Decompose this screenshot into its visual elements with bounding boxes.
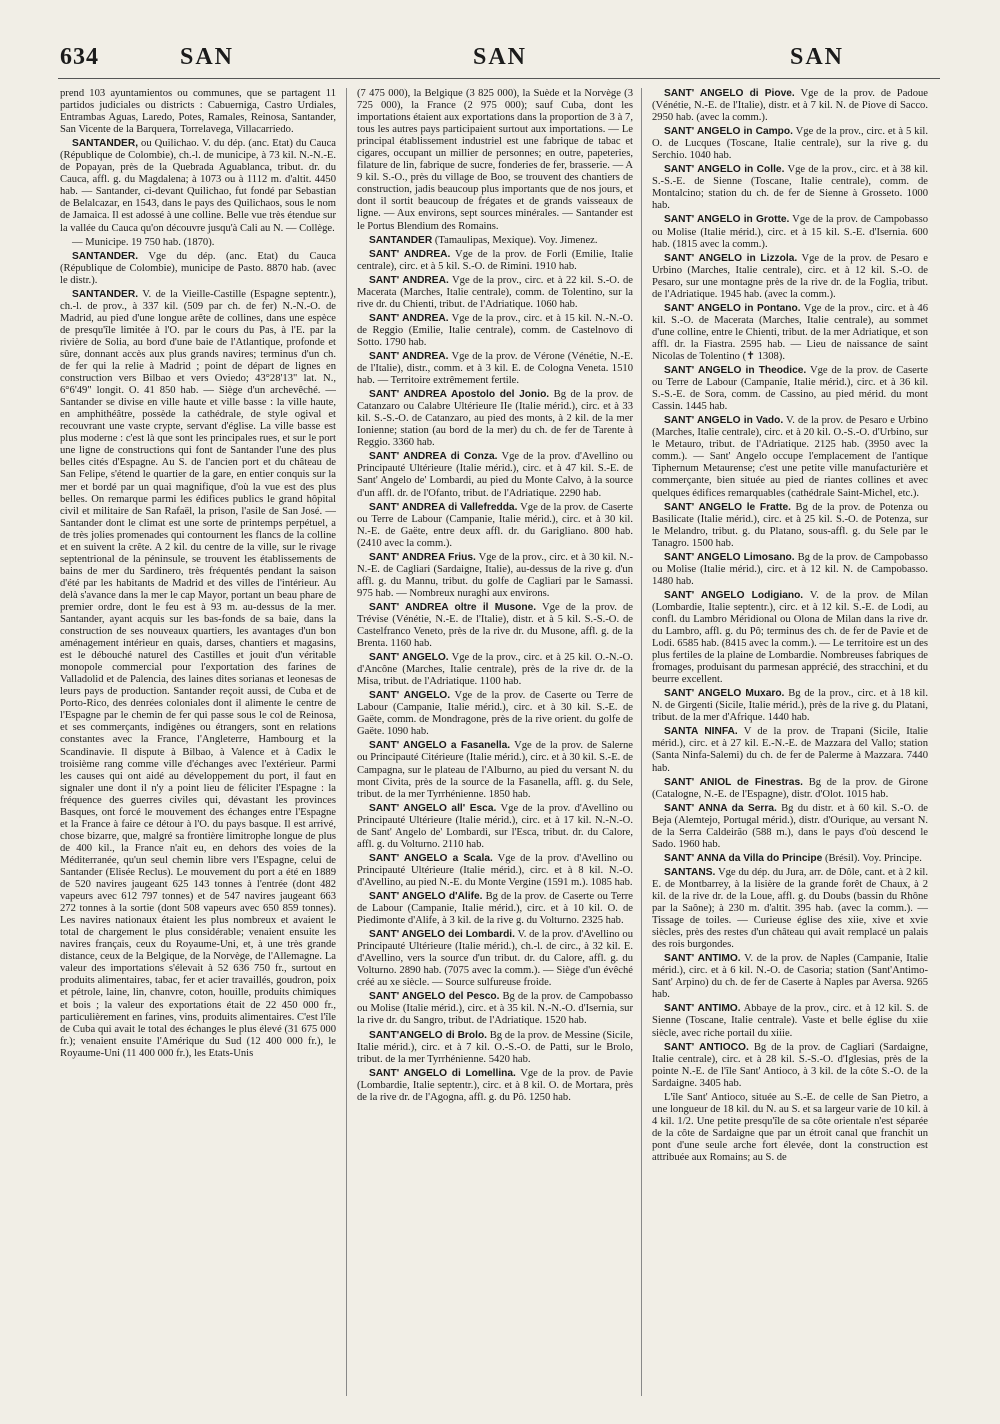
entry-headword: SANT' ANDREA Apostolo del Jonio. [369, 389, 550, 401]
dictionary-entry [357, 502, 633, 550]
dictionary-entry [357, 451, 633, 499]
entry-headword: SANT' ANGELO a Scala. [369, 852, 493, 864]
entry-headword: SANT' ANGELO in Theodice. [664, 365, 807, 377]
entry-headword: SANT' ANGELO in Lizzola. [664, 252, 798, 264]
entry-text: Vge de la prov. de Caserte ou Terre de Labour (Campanie, Italie mérid.), circ. et à 30 kil. N.-E. de Gaëte, entre deux affl. dr. du Garigliano. 800 hab. (2410 avec la comm.). [357, 501, 633, 549]
entry-text: Vge de la prov. de Pavie (Lombardie, Italie septentr.), circ. et à 8 kil. O. de Mortara, près de la rive dr. de l'Agogna, affl. g. du Pô. 1250 hab. [357, 1067, 633, 1103]
entry-text: — Municipe. 19 750 hab. (1870). [72, 236, 215, 248]
entry-headword: SANT' ANDREA. [369, 350, 449, 362]
dictionary-entry [652, 1092, 928, 1164]
entry-text: Bg de la prov. de Campobasso ou Molise (Italie mérid.), circ. et à 12 kil. N. de Campobasso. 1480 hab. [652, 551, 928, 587]
entry-text: Bg de la prov. de Cagliari (Sardaigne, Italie centrale), circ. et à 28 kil. S.-S.-O. d'Iglesias, près de la pointe N.-E. de l'île Sant' Antioco, à 3 kil. de la côte S.-O. de la Sardaigne. 3405 hab. [652, 1041, 928, 1089]
dictionary-entry [652, 126, 928, 162]
entry-headword: SANT' ANGELO in Grotte. [664, 214, 790, 226]
entry-headword: SANT' ANGELO in Pontano. [664, 302, 801, 314]
entry-text: Vge de la prov., circ. et à 15 kil. N.-N.-O. de Reggio (Emilie, Italie centrale), comm. de Castelnovo di Sotto. 1790 hab. [357, 312, 633, 348]
entry-text: Bg de la prov. de Messine (Sicile, Italie mérid.), circ. et à 7 kil. O.-S.-O. de Patti, sur le Brolo, tribut. de la mer Tyrrhénienne. 5420 hab. [357, 1029, 633, 1065]
dictionary-entry [652, 88, 928, 124]
entry-text: Vge de la prov., circ. et à 5 kil. O. de Lucques (Toscane, Italie centrale), sur la rive g. du Serchio. 1040 hab. [652, 126, 928, 162]
dictionary-entry [652, 164, 928, 212]
dictionary-entry [357, 891, 633, 927]
entry-headword: SANT' ANGELO a Fasanella. [369, 740, 511, 752]
entry-text: Vge de la prov. d'Avellino ou Principauté Ultérieure (Italie mérid.), circ. et à 17 kil. N.-N.-O. de Sant' Angelo de' Lombardi, sur l'Esca, tribut. dr. du Calore, affl. g. du Volturno. 2110 hab. [357, 802, 633, 850]
dictionary-entry [652, 552, 928, 588]
dictionary-entry [357, 552, 633, 600]
entry-headword: SANT' ANDREA Frius. [369, 551, 476, 563]
entry-text: Bg de la prov. de Girone (Catalogne, N.-E. de l'Espagne), distr. d'Olot. 1015 hab. [652, 776, 928, 800]
entry-headword: SANT' ANDREA di Vallefredda. [369, 501, 518, 513]
entry-text: Vge de la prov. d'Avellino ou Principauté Ultérieure (Italie mérid.), circ. et à 8 kil. N.-O. d'Avellino, au pied N.-E. du Monte Vergine (1591 m.). 1085 hab. [357, 852, 633, 888]
entry-text: V. de la prov. d'Avellino ou Principauté Ultérieure (Italie mérid.), ch.-l. de circ., à 32 kil. E. d'Avellino, vers la source d'un tribut. dr. du Calore, affl. g. du Volturno. 2890 hab. (7075 avec la comm.). — Siège d'un évêché créé au xe siècle. — Source sulfureuse froide. [357, 929, 633, 989]
dictionary-entry [357, 389, 633, 449]
dictionary-entry [60, 88, 336, 136]
entry-headword: SANT' ANNA da Villa do Principe [664, 852, 823, 864]
entry-headword: SANT' ANGELO Limosano. [664, 551, 795, 563]
dictionary-entry [60, 289, 336, 1060]
entry-headword: SANT' ANGELO d'Alife. [369, 891, 483, 902]
entry-text: Vge de la prov., circ. et à 38 kil. S.-S.-E. de Sienne (Toscane, Italie centrale), comm. de Montalcino; station du ch. de fer de Sienne à Grosseto. 1000 hab. [652, 164, 928, 212]
entry-headword: SANT' ANTIOCO. [664, 1041, 749, 1053]
dictionary-entry [652, 415, 928, 499]
entry-headword: SANT' ANGELO in Campo. [664, 126, 793, 138]
entry-text: Vge de la prov. de Pesaro e Urbino (Marches, Italie centrale), circ. et à 12 kil. S.-O. de Pesaro, sur une montagne près de la rive dr. de la Foglia, tribut. de l'Adriatique. 1945 hab. (avec la comm.). [652, 252, 928, 300]
entry-headword: SANT' ANGELO Muxaro. [664, 688, 785, 700]
entry-headword: SANT' ANTIMO. [664, 1003, 741, 1015]
entry-headword: SANTANDER [369, 234, 433, 246]
entry-text: Vge de la prov. de Caserte ou Terre de Labour (Campanie, Italie mérid.), circ. et à 36 kil. S.-S.-E. de Sora, comm. de Cassino, au pied mérid. du mont Cassin. 1445 hab. [652, 365, 928, 413]
entry-headword: SANT' ANTIMO. [664, 953, 741, 965]
dictionary-entry [357, 690, 633, 738]
entry-headword: SANT' ANGELO di Piove. [664, 88, 795, 99]
running-head-right: SAN [790, 44, 845, 70]
entry-headword: SANT' ANGELO dei Lombardi. [369, 929, 515, 941]
dictionary-entry [652, 303, 928, 363]
entry-headword: SANT' ANDREA oltre il Musone. [369, 601, 537, 613]
entry-headword: SANTANDER, [72, 138, 139, 150]
dictionary-entry [652, 853, 928, 865]
entry-text: Vge de la prov., circ. et à 22 kil. S.-O. de Macerata (Marches, Italie centrale), comm. de Tolentino, sur la rive dr. du Chienti, tribut. de l'Adriatique. 1060 hab. [357, 274, 633, 310]
text-column-right [652, 88, 928, 1400]
entry-text: V. de la Vieille-Castille (Espagne septentr.), ch.-l. de prov., à 337 kil. (509 par ch. de fer) N.-N.-O. de Madrid, au pied d'une longue arête de collines, dans une espèce de presqu'île limitée à l'O. par le cours du Pas, à l'E. par la rivière de Solia, au bord d'une baie de l'Atlantique, profonde et sûre, donnant accès aux plus grands navires; terminus d'un ch. de fer qui la relie à Madrid ; point de départ de lignes en construction vers Bilbao et vers Oviedo; 43°28'13" lat. N., 6°6'49" longit. O. 41 850 hab. — Siège d'un archevêché. — Santander se divise en ville haute et ville basse : la ville haute, en amphithéâtre, possède la cathédrale, de style ogival et recouvrant une vaste crypte, servant d'église. La ville basse est plus moderne : c'est là que sont les principales rues, et sur le port une ligne de constructions qui font de Santander l'une des plus belles cités d'Espagne. Au S. de l'ancien port et du château de San Felipe, s'étend le quartier de la gare, en entier conquis sur la mer et bordé par un quai magnifique, d'où la vue est des plus belles. On remarque parmi les édifices publics le grand hôpital civil et militaire de San Rafaël, la prison, l'asile de San José. — Santander dont le climat est une sorte de printemps perpétuel, a de très jolies promenades qui contournent les flancs de la colline et en suivent la crête. A 2 kil. du centre de la ville, sur le rivage septentrional de la péninsule, se trouvent les établissements de bains de mer du Sardinero, très fréquentés pendant la saison d'été par les habitants de Madrid et des villes de l'intérieur. Au delà s'avance dans la mer le cap Mayor, portant un beau phare de premier ordre, dont le feu est à 93 m. au-dessus de la mer. Santander, ayant acquis sur les bas-fonds de sa baie, dans la construction de ses nouveaux quartiers, les avantages d'un bon aménagement intérieur en quais, darses, chantiers et magasins, est le débouché naturel des Castilles et jouit d'un véritable monopole commercial pour l'exportation des farines de Valladolid et de Palencia, des laines dites sorianas et leonesas de leurs pays de production. Santander reçoit aussi, de Cuba et de Porto-Rico, des denrées coloniales dont il alimente le centre de l'Espagne par le chemin de fer qui passe sous le col de Reinosa, et ses commerçants, indigènes ou étrangers, sont en relations constantes avec la France, l'Angleterre, Hambourg et la Scandinavie. Il dispute à Bilbao, à Valence et à Cadix le troisième rang comme ville d'échanges avec l'extérieur. Parmi les causes qui ont aidé au développement du port, il faut en signaler une dont il n'y a point lieu de féliciter l'Espagne : la fréquence des guerres civiles qui, dévastant les provinces Basques, ont forcé le mouvement des échanges entre l'Espagne et la France à faire ce détour à l'O. du pays basque. Il est arrivé, chose bizarre, que, malgré sa frontière limitrophe longue de plus de 400 kil., la France n'ait eu, en dehors des voies de la Méditerranée, qu'un seul chemin libre vers l'Espagne, celui de Santander (Elisée Reclus). Le mouvement du port a été en 1889 de 520 navires jaugeant 625 143 tonnes à l'entrée (dont 482 vapeurs avec 612 797 tonnes) et de 547 navires jaugeant 663 272 tonnes à la sortie (dont 508 vapeurs avec 650 859 tonnes). Les navires nationaux étaient les plus nombreux et avaient le total de chargement le plus considérable; venaient ensuite les navires français, ceux du Royaume-Uni, et, à une très grande distance, ceux de la Belgique, de la Norvège, de l'Allemagne. La valeur des importations s'élevait à 52 636 750 fr., surtout en produits alimentaires, tabac, fer et acier travaillés, goudron, poix et pétrole, laine, lin, chanvre, coton, houille, produits chimiques et bois ; la valeur des exportations était de 22 450 000 fr., particulièrement en farines, vins, produits alimentaires. C'est l'île de Cuba qui avait le total des échanges le plus élevé (31 675 000 fr.); venaient ensuite l'Amérique du Sud (12 400 000 fr.), le Royaume-Uni (11 400 000 fr.), les Etats-Unis [60, 288, 336, 1059]
dictionary-entry [652, 1003, 928, 1039]
entry-text: Vge de la prov., circ. et à 25 kil. O.-N.-O. d'Ancône (Marches, Italie centrale), près de la rive dr. de la Misa, tribut. de l'Adriatique. 1100 hab. [357, 652, 633, 688]
dictionary-entry [357, 313, 633, 349]
entry-text: Vge de la prov. d'Avellino ou Principauté Ultérieure (Italie mérid.), circ. et à 47 kil. S.-E. de Sant' Angelo de' Lombardi, au pied du Monte Calvo, à la source d'un affl. dr. de l'Ofanto, tribut. de l'Adriatique. 2290 hab. [357, 451, 633, 499]
dictionary-entry [60, 251, 336, 287]
entry-headword: SANT' ANGELO Lodigiano. [664, 589, 804, 601]
entry-text: Vge de la prov. de Trévise (Vénétie, N.-E. de l'Italie), distr. et à 5 kil. S.-S.-O. de Castelfranco Veneto, près de la rive dr. du Musone, affl. g. de la Brenta. 1160 hab. [357, 601, 633, 650]
running-head-center: SAN [473, 44, 528, 70]
entry-text: Bg de la prov. de Campobasso ou Molise (Italie mérid.), circ. et à 35 kil. N.-N.-O. d'Isernia, sur la rive dr. du Sangro, tribut. de l'Adriatique. 1520 hab. [357, 991, 633, 1027]
text-column-left [60, 88, 336, 1400]
entry-text: Bg du distr. et à 60 kil. S.-O. de Beja (Alemtejo, Portugal mérid.), distr. d'Ourique, au versant N. de la Serra Caldeirão (588 m.), dans le pays d'où descend le Sado. 1960 hab. [652, 802, 928, 850]
entry-text: V. de la prov. de Pesaro e Urbino (Marches, Italie centrale), circ. et à 20 kil. O.-S.-O. d'Urbino, sur le Metauro, tribut. de l'Adriatique. 2125 hab. (3950 avec la comm.). — Sant' Angelo occupe l'emplacement de l'antique Tiphernum Metaurense; c'est une petite ville manufacturière et commerçante, bien située au pied de riantes collines et avec quelques édifices remarquables (cathédrale Saint-Michel, etc.). [652, 415, 928, 499]
entry-text: prend 103 ayuntamientos ou communes, que se partagent 11 partidos judiciales ou districts : Cabuerniga, Castro Urdiales, Entrambas Aguas, Laredo, Potes, Ramales, Reinosa, Santander, San Vicente de la Barquera, Torrelavega, Villacarriedo. [60, 88, 336, 136]
entry-headword: SANT' ANGELO del Pesco. [369, 991, 500, 1003]
entry-text: Vge de la prov. de Caserte ou Terre de Labour (Campanie, Italie mérid.), circ. et à 30 kil. S.-E. de Gaëte, comm. de Mondragone, près de la rive orient. du golfe de Gaëte. 1090 hab. [357, 690, 633, 738]
entry-headword: SANTANDER. [72, 250, 139, 262]
entry-text: Vge de la prov. de Campobasso ou Molise (Italie mérid.), circ. et à 15 kil. S.-E. d'Isernia. 600 hab. (1815 avec la comm.). [652, 214, 928, 250]
entry-text: V. de la prov. de Naples (Campanie, Italie mérid.), circ. et à 6 kil. N.-O. de Casoria; station (Sant'Antimo-Sant' Arpino) du ch. de fer de Caserte à Naples par Aversa. 9265 hab. [652, 953, 928, 1001]
dictionary-entry [357, 740, 633, 800]
dictionary-entry [652, 253, 928, 301]
dictionary-entry [60, 138, 336, 234]
entry-text: (Brésil). Voy. Principe. [824, 852, 922, 864]
entry-headword: SANTANDER. [72, 288, 139, 300]
dictionary-entry [652, 365, 928, 413]
entry-headword: SANT' ANDREA di Conza. [369, 451, 498, 463]
dictionary-entry [357, 803, 633, 851]
entry-text: Bg de la prov. de Caserte ou Terre de Labour (Campanie, Italie mérid.), circ. et à 10 kil. O. de Piedimonte d'Alife, à 3 kil. de la rive g. du Volturno. 2325 hab. [357, 891, 633, 927]
text-column-middle [357, 88, 633, 1400]
running-head-left: SAN [180, 44, 235, 70]
dictionary-entry [652, 777, 928, 801]
column-divider [641, 88, 642, 1396]
dictionary-entry [652, 688, 928, 724]
dictionary-entry [652, 502, 928, 550]
entry-text: (Tamaulipas, Mexique). Voy. Jimenez. [434, 234, 598, 246]
entry-text: Vge de la prov., circ. et à 30 kil. N.-N.-E. de Cagliari (Sardaigne, Italie), au-dessus de la rive g. d'un affl. g. du Mannu, tribut. du golfe de Cagliari par le Samassi. 975 hab. — Nombreux nuraghi aux environs. [357, 551, 633, 599]
dictionary-entry [652, 590, 928, 686]
entry-text: Vge de la prov. de Padoue (Vénétie, N.-E. de l'Italie), distr. et à 7 kil. N. de Piove di Sacco. 2950 hab. (avec la comm.). [652, 88, 928, 124]
entry-headword: SANT' ANDREA. [369, 274, 449, 286]
entry-headword: SANT'ANGELO di Brolo. [369, 1029, 488, 1041]
dictionary-entry [652, 803, 928, 851]
dictionary-entry [652, 1042, 928, 1090]
column-divider [346, 88, 347, 1396]
entry-text: Vge de la prov. de Vérone (Vénétie, N.-E. de l'Italie), distr., comm. et à 3 kil. E. de Cologna Veneta. 1510 hab. — Territoire extrêmement fertile. [357, 350, 633, 387]
dictionary-entry [357, 652, 633, 688]
dictionary-entry [357, 235, 633, 247]
dictionary-entry [357, 1030, 633, 1066]
entry-headword: SANT' ANGELO in Colle. [664, 164, 785, 176]
entry-text: Vge du dép. du Jura, arr. de Dôle, cant. et à 2 kil. E. de Montbarrey, à la lisière de la grande forêt de Chaux, à 2 kil. de la rive dr. de la Loue, affl. g. du Doubs (bassin du Rhône par la Saône); à 230 m. d'altit. 395 hab. (avec la comm.). — Tissage de toiles. — Curieuse église des xiie, xive et xvie siècles, près des restes d'un château qui avait remplacé un palais des rois burgondes. [652, 866, 928, 951]
dictionary-entry [357, 929, 633, 989]
entry-text: ou Quilichao. V. du dép. (anc. Etat) du Cauca (République de Colombie), ch.-l. de municipe, à 73 kil. N.-N.-E. de Popayan, près de la Quebrada Aguablanca, tribut. dr. du Cauca, affl. g. du Magdalena; à 1073 ou à 1112 m. d'altit. 4450 hab. — Santander, ci-devant Quilichao, fut fondé par Sebastian de Belalcazar, en 1543, dans le pays des Quilichaos, sous le nom de Jamaica. Il est adossé à une colline. Belle vue très étendue sur la vallée du Cauca qu'on découvre jusqu'à Cali au N. — Collège. [60, 138, 336, 234]
dictionary-entry [357, 1068, 633, 1104]
entry-text: Vge de la prov., circ. et à 46 kil. S.-O. de Macerata (Marches, Italie centrale), au sommet d'une colline, entre le Chienti, tribut. de la mer Adriatique, et son affl. dr. la Fiastra. 2595 hab. — Lieu de naissance de saint Nicolas de Tolentino (✝ 1308). [652, 302, 928, 362]
entry-headword: SANT' ANIOL de Finestras. [664, 776, 803, 788]
entry-headword: SANTA NINFA. [664, 726, 738, 738]
page-number: 634 [60, 44, 99, 70]
dictionary-entry [652, 867, 928, 951]
entry-headword: SANT' ANGELO in Vado. [664, 415, 784, 427]
dictionary-entry [357, 88, 633, 233]
entry-text: Bg de la prov. de Catanzaro ou Calabre Ultérieure IIe (Italie mérid.), circ. et à 33 kil. S.-S.-O. de Catanzaro, au pied des monts, à 2 kil. de la mer Ionienne; station (au bord de la mer) du ch. de fer de Tarente à Reggio. 3360 hab. [357, 389, 633, 449]
entry-text: Bg de la prov., circ. et à 18 kil. N. de Girgenti (Sicile, Italie mérid.), près de la rive g. du Platani, tribut. de la mer d'Afrique. 1440 hab. [652, 688, 928, 724]
dictionary-entry [357, 351, 633, 387]
entry-headword: SANT' ANGELO all' Esca. [369, 802, 497, 814]
header-rule [58, 78, 940, 79]
entry-headword: SANT' ANGELO. [369, 690, 451, 702]
dictionary-entry [652, 953, 928, 1001]
entry-headword: SANT' ANGELO le Fratte. [664, 501, 792, 513]
entry-text: V. de la prov. de Milan (Lombardie, Italie septentr.), circ. et à 12 kil. S.-E. de Lodi, au confl. du Lambro Méridional ou Olona de Milan dans la rive dr. du Lambro, affl. g. du Pô; terminus des ch. de fer de Pavie et de Lodi. 6585 hab. (8415 avec la comm.). — Le territoire est un des plus fertiles de la plaine de Lombardie. Nombreuses fabriques de fromages, produisant du parmesan apprécié, des stracchini, et du beurre excellent. [652, 589, 928, 686]
dictionary-entry [357, 249, 633, 273]
dictionary-entry [357, 602, 633, 650]
entry-text: V de la prov. de Trapani (Sicile, Italie mérid.), circ. et à 27 kil. E.-N.-E. de Mazzara del Vallo; station (Santa Ninfa-Salemi) du ch. de fer de Palerme à Mazzara. 7440 hab. [652, 726, 928, 774]
entry-text: Bg de la prov. de Potenza ou Basilicate (Italie mérid.), circ. et à 25 kil. S.-O. de Potenza, sur le Melandro, tribut. g. du Platano, sous-affl. g. du Sele par le Tanagro. 1500 hab. [652, 501, 928, 549]
dictionary-entry [357, 275, 633, 311]
entry-text: L'île Sant' Antioco, située au S.-E. de celle de San Pietro, a une longueur de 18 kil. du N. au S. et sa largeur varie de 10 kil. à 4 kil. 1/2. Une petite presqu'île de sa côte orientale n'est séparée de la côte de Sardaigne que par un étroit canal que franchit un pont d'une seule arche fort élevée, dont la construction est attribuée aux Romains; au S. de [652, 1091, 928, 1163]
entry-headword: SANTANS. [664, 866, 716, 878]
dictionary-entry [652, 214, 928, 250]
dictionary-entry [357, 853, 633, 889]
entry-text: (7 475 000), la Belgique (3 825 000), la Suède et la Norvège (3 725 000), la France (2 975 000); sauf Cuba, dont les importations étaient aux exportations dans la proportion de 3 à 7, tous les autres pays participaient surtout aux importations. — Le principal établissement industriel est une fabrique de tabac et cigares, occupant un millier de personnes; en outre, papeteries, filature de lin, fabrique de sucre, fonderies de fer, brasserie. — A 9 kil. S.-O., près du village de Boo, se trouvent des chantiers de construction, jadis beaucoup plus importants que de nos jours, et dont il sortit beaucoup de frégates et de grands vaisseaux de ligne. — Aux environs, sept sources minérales. — Santander est le Portus Blendium des Romains. [357, 88, 633, 232]
entry-headword: SANT' ANDREA. [369, 312, 449, 324]
entry-headword: SANT' ANGELO di Lomellina. [369, 1067, 516, 1079]
entry-text: Vge de la prov. de Salerne ou Principauté Citérieure (Italie mérid.), circ. et à 30 kil. S.-E. de Campagna, sur le plateau de l'Alburno, au pied du versant N. du mont Civita, près de la source de la Fasanella, affl. g. du Sele, tribut. de la mer Tyrrhénienne. 1850 hab. [357, 740, 633, 800]
entry-headword: SANT' ANNA da Serra. [664, 802, 777, 814]
entry-headword: SANT' ANGELO. [369, 652, 449, 664]
dictionary-entry [357, 991, 633, 1027]
dictionary-entry [652, 726, 928, 774]
entry-headword: SANT' ANDREA. [369, 248, 451, 260]
entry-text: Vge de la prov. de Forli (Emilie, Italie centrale), circ. et à 5 kil. S.-O. de Rimini. 1910 hab. [357, 248, 633, 272]
dictionary-entry [60, 237, 336, 249]
entry-text: Abbaye de la prov., circ. et à 12 kil. S. de Sienne (Toscane, Italie centrale). Vaste et belle église du xiie siècle, avec riche portail du xiiie. [652, 1003, 928, 1039]
entry-text: Vge du dép. (anc. Etat) du Cauca (République de Colombie), municipe de Pasto. 8870 hab. (avec le distr.). [60, 250, 336, 286]
